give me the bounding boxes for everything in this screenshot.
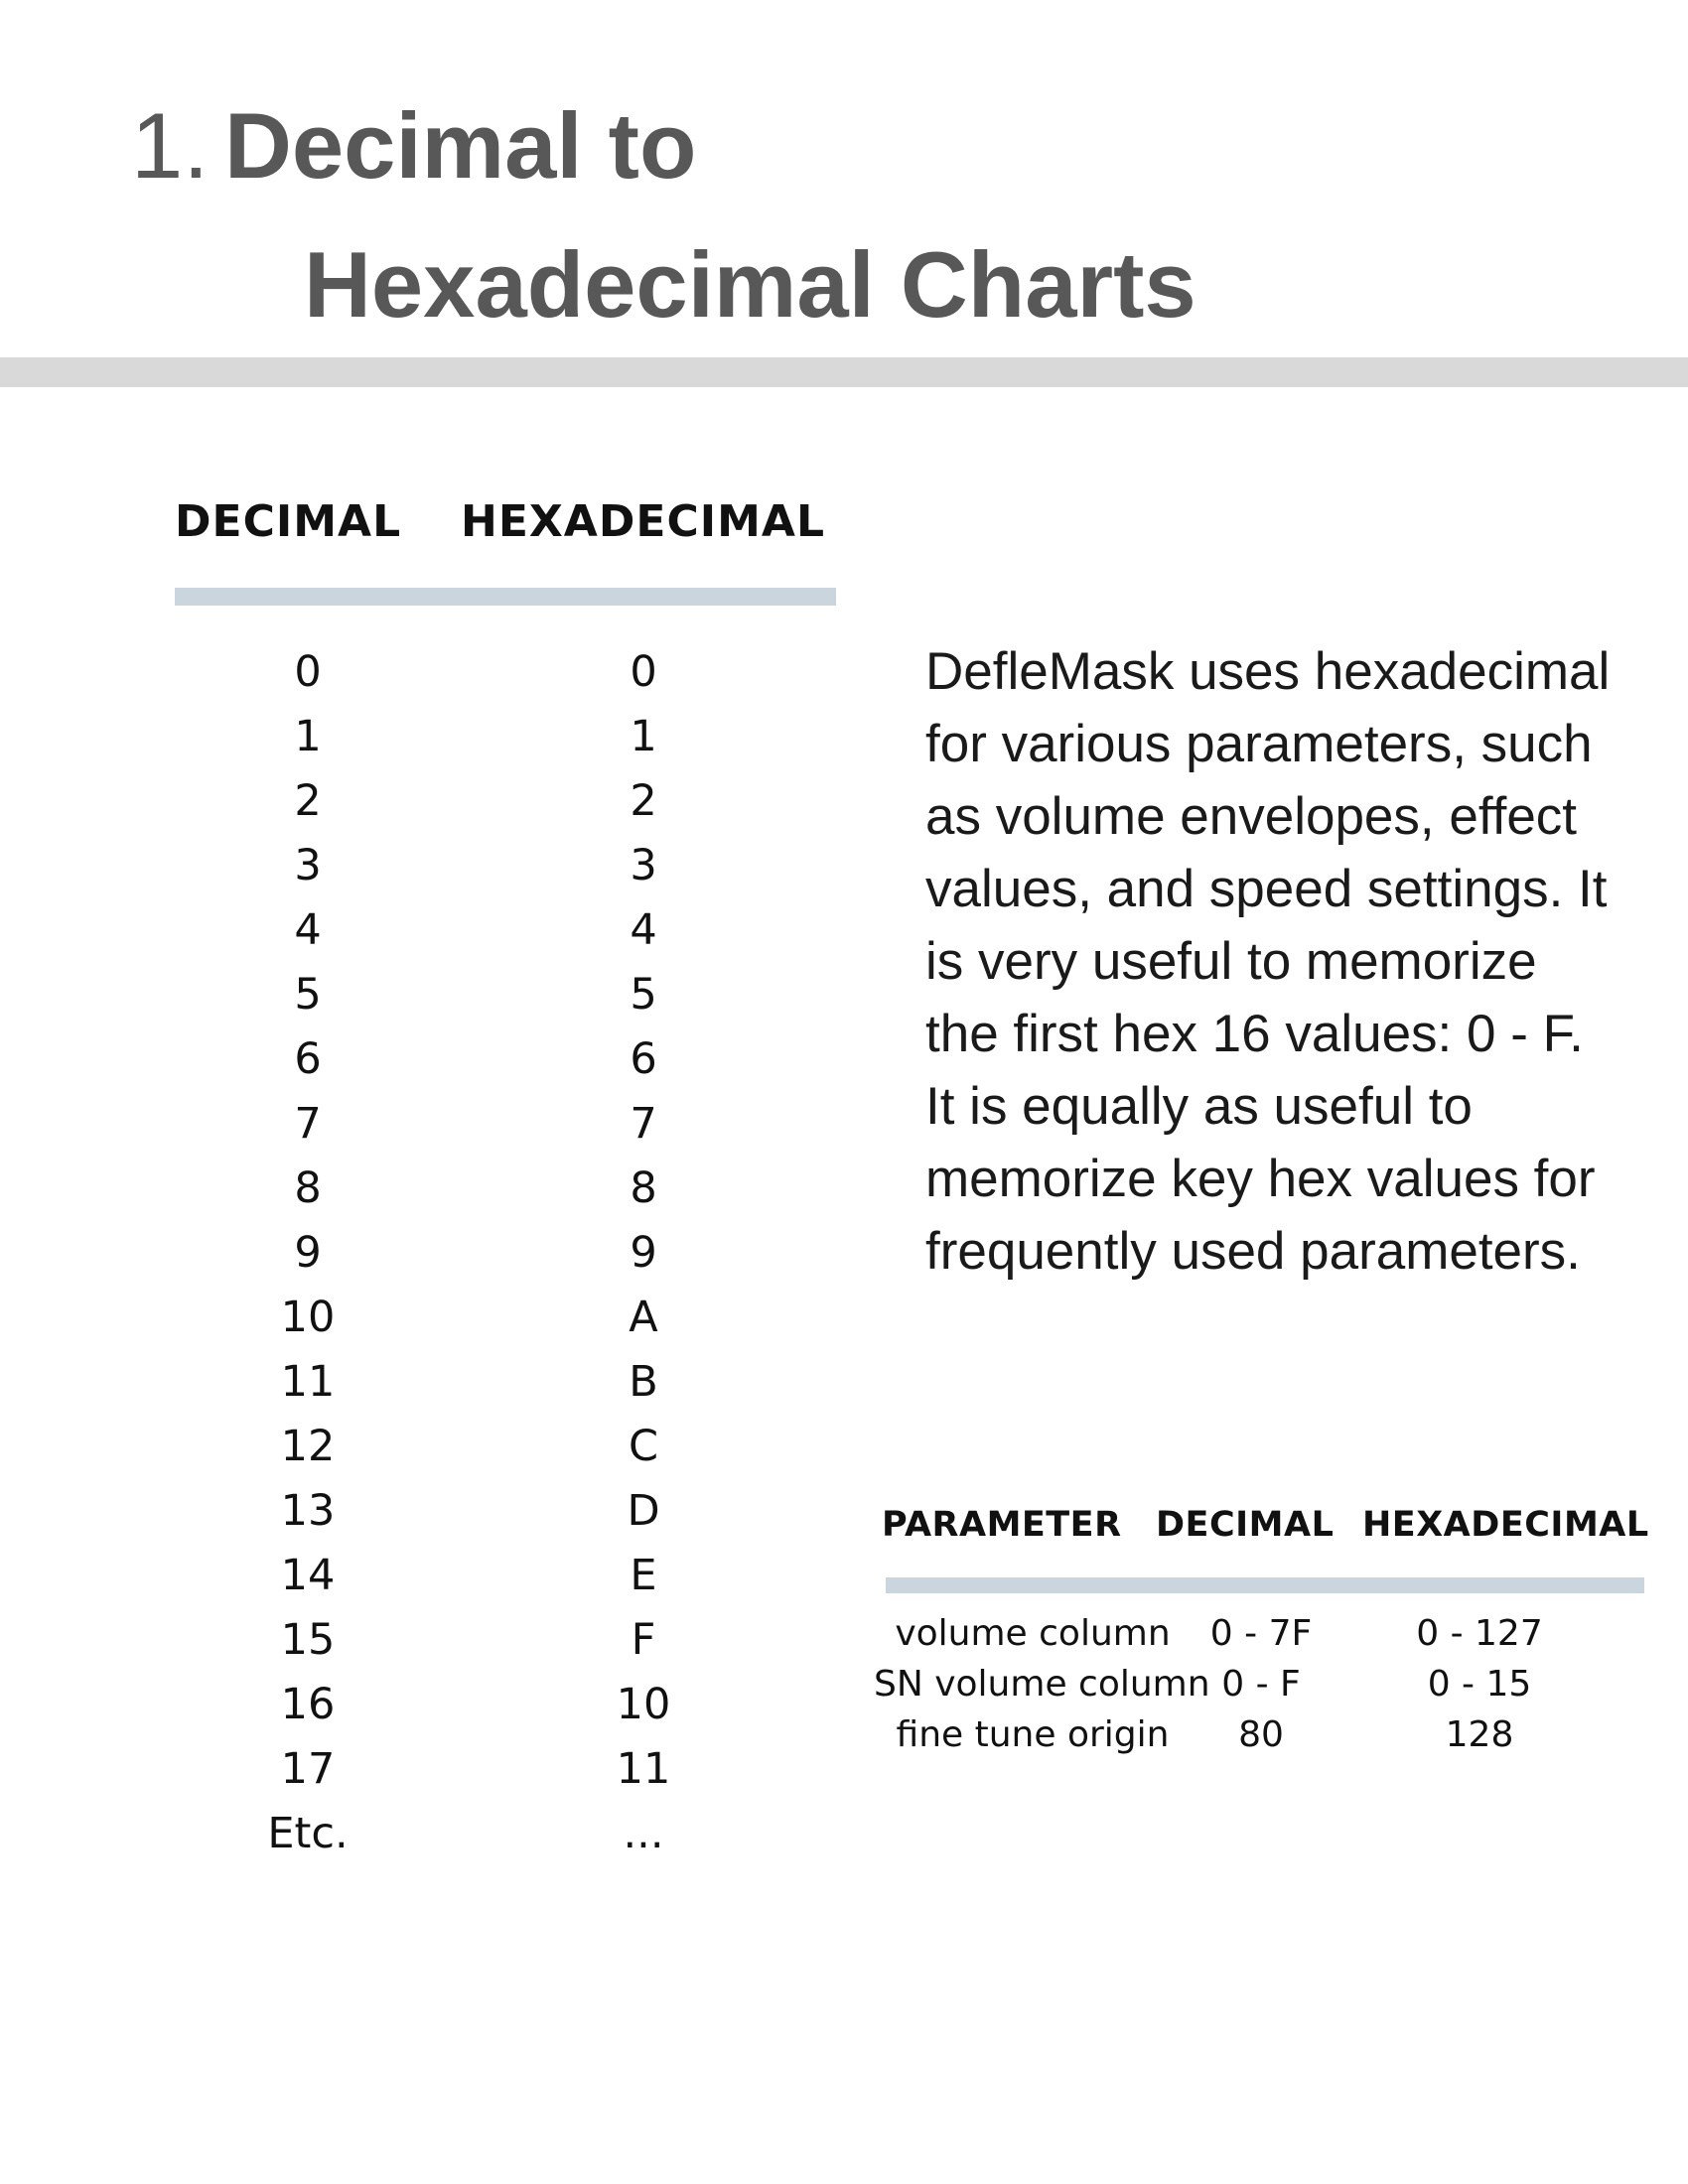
conversion-hex-cell: 1 — [630, 712, 657, 761]
conversion-hex-cell: D — [627, 1486, 660, 1536]
conversion-decimal-cell: 3 — [294, 841, 322, 890]
conversion-decimal-cell: 6 — [294, 1034, 322, 1084]
conversion-hex-cell: E — [630, 1551, 657, 1600]
conversion-hex-cell: 5 — [630, 970, 657, 1020]
conversion-hex-cell: 10 — [616, 1680, 671, 1729]
parameter-decimal-cell: 0 - 7F — [1209, 1613, 1313, 1654]
heading-line-1: Decimal to — [224, 93, 697, 198]
conversion-hex-cell: ... — [623, 1809, 664, 1858]
heading-line-2: Hexadecimal Charts — [304, 232, 1196, 337]
parameter-header-divider — [886, 1577, 1644, 1593]
conversion-hex-cell: A — [629, 1293, 658, 1342]
heading-number: 1. — [131, 93, 210, 198]
conversion-decimal-cell: 15 — [280, 1615, 336, 1665]
conversion-decimal-cell: 0 — [294, 647, 322, 697]
title-divider — [0, 357, 1688, 387]
conversion-decimal-cell: 12 — [280, 1422, 336, 1471]
conversion-decimal-cell: 11 — [280, 1357, 336, 1407]
conversion-hex-cell: 0 — [630, 647, 657, 697]
parameter-decimal-cell: 80 — [1238, 1714, 1284, 1755]
conversion-hex-cell: 7 — [630, 1099, 657, 1149]
conversion-hex-cell: 3 — [630, 841, 657, 890]
conversion-decimal-cell: 1 — [294, 712, 322, 761]
parameter-hex-cell: 0 - 127 — [1416, 1613, 1543, 1654]
conversion-header-divider — [175, 588, 836, 606]
conversion-hex-cell: C — [628, 1422, 659, 1471]
description-paragraph: DefleMask uses hexadecimal for various parameters, such as volume envelopes, effect values, and speed settings. It is very useful to memorize the first hex 16 values: 0 - F. It is equally as useful to memorize key hex values for frequently used parameters. — [925, 642, 1611, 1281]
parameter-hex-cell: 0 - 15 — [1427, 1664, 1532, 1705]
conversion-decimal-cell: 8 — [294, 1163, 322, 1213]
conversion-decimal-cell: 7 — [294, 1099, 322, 1149]
parameter-header-decimal: DECIMAL — [1156, 1505, 1335, 1545]
parameter-hex-cell: 128 — [1445, 1714, 1514, 1755]
parameter-header-hexadecimal: HEXADECIMAL — [1362, 1505, 1649, 1545]
conversion-decimal-cell: 14 — [280, 1551, 336, 1600]
parameter-name-cell: SN volume column — [874, 1664, 1210, 1705]
conversion-decimal-cell: 2 — [294, 776, 322, 826]
conversion-decimal-cell: 13 — [280, 1486, 336, 1536]
conversion-hex-cell: 4 — [630, 905, 657, 955]
conversion-decimal-cell: Etc. — [267, 1809, 349, 1858]
conversion-hex-cell: 6 — [630, 1034, 657, 1084]
conversion-decimal-cell: 10 — [280, 1293, 336, 1342]
conversion-hex-cell: B — [629, 1357, 658, 1407]
conversion-header-decimal: DECIMAL — [175, 496, 402, 547]
conversion-decimal-cell: 17 — [280, 1744, 336, 1794]
conversion-hex-cell: 2 — [630, 776, 657, 826]
conversion-hex-cell: F — [631, 1615, 656, 1665]
conversion-header-hexadecimal: HEXADECIMAL — [461, 496, 825, 547]
conversion-decimal-cell: 9 — [294, 1228, 322, 1278]
conversion-decimal-cell: 4 — [294, 905, 322, 955]
conversion-decimal-cell: 16 — [280, 1680, 336, 1729]
conversion-hex-cell: 9 — [630, 1228, 657, 1278]
conversion-decimal-cell: 5 — [294, 970, 322, 1020]
conversion-hex-cell: 11 — [616, 1744, 671, 1794]
parameter-header-parameter: PARAMETER — [882, 1505, 1122, 1545]
parameter-decimal-cell: 0 - F — [1221, 1664, 1301, 1705]
parameter-name-cell: fine tune origin — [896, 1714, 1170, 1755]
conversion-hex-cell: 8 — [630, 1163, 657, 1213]
parameter-name-cell: volume column — [895, 1613, 1171, 1654]
